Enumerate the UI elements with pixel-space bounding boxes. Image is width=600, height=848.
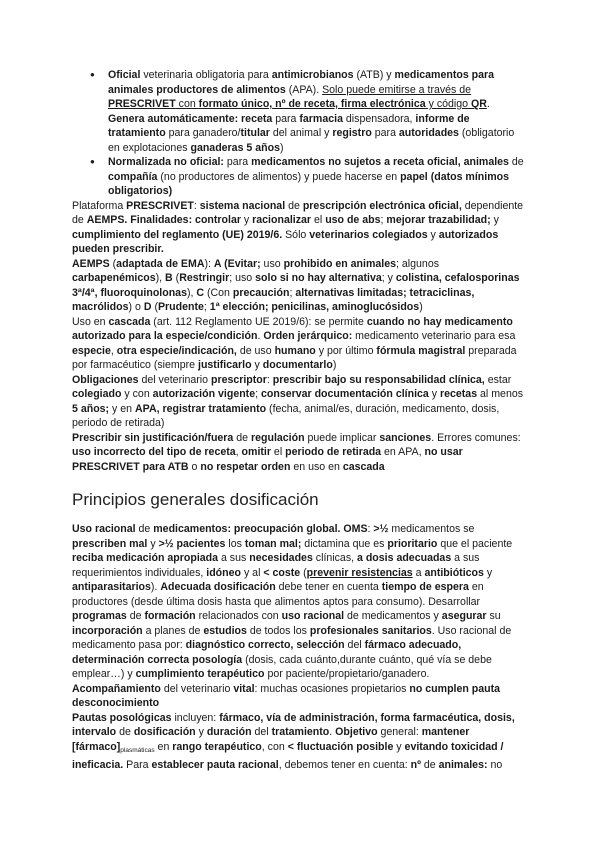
text-run: medicamentos para animales productores de alimentos — [108, 69, 495, 96]
text-run: compañía — [108, 170, 158, 183]
text-run: fármaco adecuado, determinación correcta posología — [72, 639, 462, 666]
text-run: alternativas limitadas; tetraciclinas, macrólidos — [72, 286, 475, 313]
text-run: del animal y — [269, 127, 333, 139]
text-run: tratamiento — [271, 726, 330, 738]
text-run: medicamentos: preocupación global. OMS — [153, 523, 368, 535]
bullet-item-oficial — [108, 68, 524, 155]
text-run: >½ pacientes — [158, 537, 226, 550]
bullet-item-normalizada — [108, 155, 524, 199]
text-run: Prudente — [157, 301, 204, 313]
text-run: y — [240, 214, 253, 226]
text-run: que el paciente — [437, 537, 513, 550]
text-run: dependiente de — [72, 199, 524, 226]
text-run: antibióticos — [424, 566, 484, 579]
text-run: o — [188, 460, 201, 473]
text-run: uso racional — [281, 610, 345, 622]
text-run: Sólo — [282, 228, 310, 241]
text-run: registro — [332, 127, 372, 139]
text-run: de medicamentos y — [344, 610, 442, 622]
text-run: Objetivo — [335, 726, 378, 738]
text-run: cascada — [108, 315, 151, 328]
text-run: uso — [260, 257, 284, 270]
text-run: formación — [144, 610, 196, 622]
text-run: su — [486, 610, 501, 622]
text-run: y — [490, 214, 499, 226]
text-run: justificarlo — [198, 359, 252, 371]
text-run: informe de tratamiento — [108, 112, 470, 139]
text-run: dosificación — [133, 726, 196, 738]
text-run: y — [251, 359, 263, 371]
text-run: autoridades — [398, 127, 459, 139]
text-run: ( — [172, 272, 180, 284]
text-run: prescriben mal — [72, 537, 148, 550]
text-run: D — [143, 301, 152, 313]
text-run: (dosis, cada cuánto,durante cuánto, qué vía se debe emplear…) y — [72, 653, 492, 680]
paragraph-cascada — [72, 315, 524, 373]
text-run: autorización vigente — [152, 388, 256, 400]
text-run: PRESCRIVET — [108, 98, 176, 110]
text-run: titular — [240, 127, 270, 139]
text-run: y código — [425, 98, 472, 110]
text-run: y — [147, 537, 159, 550]
text-run: para ganadero/ — [165, 127, 241, 139]
text-run: , debemos tener en cuenta: — [278, 759, 411, 771]
text-run: de — [508, 156, 524, 168]
text-run: , — [235, 446, 242, 458]
text-run: programas — [72, 610, 127, 622]
text-run: ( — [151, 301, 158, 313]
text-run: y — [428, 388, 440, 400]
text-run: general: — [377, 726, 422, 738]
text-run: de — [420, 759, 439, 771]
text-run: prevenir resistencias — [306, 566, 413, 579]
text-run: . — [329, 726, 336, 738]
text-run: especie — [72, 344, 111, 357]
text-run: ): — [204, 257, 214, 270]
text-run: para — [223, 156, 252, 168]
text-run: >½ — [373, 523, 389, 535]
text-run: nº — [410, 759, 421, 771]
text-run: estar — [484, 373, 512, 386]
text-run: dictamina que es — [301, 537, 388, 550]
text-run: ( — [300, 566, 307, 579]
text-run: idóneo — [206, 566, 241, 579]
text-run: estudios — [203, 624, 247, 637]
text-run: ; — [255, 388, 261, 400]
text-run: APA, registrar tratamiento — [135, 402, 267, 415]
text-run: establecer pauta racional — [151, 759, 279, 771]
text-run: ) — [332, 359, 337, 371]
paragraph-sanciones — [72, 431, 524, 475]
text-run: 1ª elección; penicilinas, aminoglucósidos — [209, 301, 420, 313]
text-run: colegiado — [72, 388, 122, 400]
text-run: preparada por farmacéutico (siempre — [72, 344, 517, 371]
text-run: 5 años; — [72, 402, 110, 415]
text-run: Oficial — [108, 69, 141, 81]
text-run: asegurar — [441, 610, 487, 622]
text-run: solo si no hay alternativa — [255, 272, 382, 284]
text-run: ), — [155, 272, 166, 284]
text-run: no respetar orden — [200, 460, 291, 473]
text-run: de — [135, 523, 154, 535]
text-run: no cumplen pauta desconocimiento — [72, 682, 501, 709]
text-run: adaptada de EMA — [116, 257, 205, 270]
text-run: en productores (desde última dosis hasta que alimentos aptos para consumo). Desarrollar — [72, 581, 484, 608]
text-run: el — [311, 214, 326, 226]
text-run: colistina, cefalosporinas 3ª/4ª, fluoroquinolonas — [72, 272, 520, 299]
text-run: prescribir bajo su responsabilidad clínica, — [272, 373, 485, 386]
text-run: ( — [109, 257, 117, 270]
text-run: Uso racional — [72, 523, 136, 535]
document-body — [72, 68, 524, 773]
text-run: formato único, nº de receta, firma electrónica — [198, 98, 426, 110]
text-run: en APA, — [381, 446, 425, 458]
paragraph-obligaciones — [72, 373, 524, 431]
text-run: duración — [206, 726, 252, 738]
text-run: y por último — [315, 344, 377, 357]
text-run: (fecha, animal/es, duración, medicamento, dosis, periodo de retirada) — [72, 402, 500, 429]
text-run: y — [195, 726, 207, 738]
text-run: : muchas ocasiones propietarios — [254, 682, 410, 695]
text-run: profesionales sanitarios — [309, 624, 432, 637]
text-run: incorporación — [72, 624, 143, 637]
text-run: (APA). — [285, 83, 323, 96]
text-run: y — [483, 566, 493, 579]
text-run: (no productores de alimentos) y puede hacerse en — [157, 170, 401, 183]
text-run: con — [175, 98, 199, 110]
text-run: A (Evitar; — [213, 257, 261, 270]
text-run: sanciones — [379, 431, 432, 444]
text-run: necesidades — [249, 552, 313, 564]
text-run: Acompañamiento — [72, 682, 161, 695]
text-run: medicamento veterinario para esa — [352, 330, 516, 342]
text-run: antiparasitarios — [72, 581, 151, 593]
text-run: prioritario — [387, 537, 438, 550]
text-run: ; — [289, 286, 296, 299]
text-run: no usar PRESCRIVET para ATB — [72, 446, 463, 473]
text-run: Normalizada no oficial: — [108, 156, 224, 168]
text-run: sistema nacional — [199, 199, 286, 212]
paragraph-uso-racional — [72, 522, 524, 682]
text-run: autorizados pueden prescribir. — [72, 228, 499, 255]
text-run: por paciente/propietario/ganadero. — [264, 668, 430, 680]
text-run: documentarlo — [262, 359, 333, 371]
text-run: (ATB) y — [353, 69, 395, 81]
text-run: toman mal; — [244, 537, 302, 550]
text-run: del veterinario — [138, 373, 211, 386]
text-run: de uso — [236, 344, 275, 357]
text-run: Para — [123, 759, 152, 771]
text-run: del — [344, 639, 365, 651]
text-run: medicamentos se — [388, 523, 475, 535]
text-run: y — [427, 228, 439, 241]
text-run: relacionados con — [195, 610, 282, 622]
text-run: precaución — [232, 286, 290, 299]
text-run: del veterinario — [160, 682, 234, 695]
text-run: ) — [419, 301, 423, 313]
text-run: B — [165, 272, 173, 284]
text-run: para — [371, 127, 399, 139]
text-run: de — [233, 431, 251, 444]
text-run: Solo puede emitirse a través de — [322, 83, 472, 96]
text-run: fármaco, vía de administración, forma farmacéutica, dosis, intervalo — [72, 711, 515, 738]
text-run: ), — [186, 286, 197, 299]
text-run: fórmula magistral — [376, 344, 466, 357]
text-run: puede implicar — [304, 431, 380, 444]
text-run: : — [367, 523, 374, 535]
text-run: del — [251, 726, 272, 738]
paragraph-acompanamiento — [72, 682, 524, 711]
text-run: < fluctuación posible — [287, 740, 394, 753]
text-run: prohibido en animales — [283, 257, 397, 270]
text-run: a — [412, 566, 425, 579]
text-run: ; algunos — [396, 257, 440, 270]
text-run: periodo de retirada — [285, 446, 382, 458]
text-run: y con — [121, 388, 153, 400]
text-run: evitando toxicidad / ineficacia. — [72, 740, 504, 771]
text-run: animales: — [438, 759, 488, 771]
text-run: clínicas, — [312, 552, 357, 564]
text-run: Prescribir sin justificación/fuera — [72, 431, 234, 444]
text-run: : — [193, 199, 200, 212]
text-run: reciba medicación apropiada — [72, 552, 219, 564]
text-run: . Errores comunes: — [431, 431, 521, 444]
text-run: C — [196, 286, 205, 299]
text-run: diagnóstico correcto, selección — [185, 639, 345, 651]
text-run: regulación — [251, 431, 305, 444]
text-run: . — [257, 330, 264, 342]
text-run: plasmáticas — [120, 746, 155, 754]
text-run: (Con — [204, 286, 233, 299]
text-run: Genera automáticamente: receta — [108, 112, 273, 125]
text-run: cuando no hay medicamento autorizado para la especie/condición — [72, 315, 513, 342]
text-run: , con — [261, 740, 288, 753]
text-run: ; — [203, 301, 210, 313]
text-run: ) o — [128, 301, 144, 313]
text-run: y — [393, 740, 405, 753]
text-run: conservar documentación clínica — [261, 388, 429, 400]
text-run: prescripción electrónica oficial, — [302, 199, 462, 212]
text-run: ; y — [381, 272, 396, 284]
paragraph-prescrivet — [72, 199, 524, 257]
text-run: veterinarios colegiados — [309, 228, 428, 241]
text-run: farmacia — [299, 112, 343, 125]
prescription-type-list — [72, 68, 524, 199]
text-run: papel (datos mínimos obligatorios) — [108, 170, 509, 197]
text-run: medicamentos no sujetos a receta oficial, animales — [251, 156, 509, 168]
paragraph-aemps-categories — [72, 257, 524, 315]
text-run: de todos los — [246, 624, 310, 637]
text-run: . Uso racional de medicamento pasa por: — [72, 624, 512, 651]
text-run: (obligatorio en explotaciones — [108, 127, 515, 154]
text-run: omitir — [241, 446, 271, 458]
text-run: Plataforma — [72, 199, 127, 212]
text-run: otra especie/indicación, — [116, 344, 237, 357]
text-run: en — [154, 740, 173, 753]
text-run: ) — [279, 141, 284, 154]
text-run: dispensadora, — [342, 112, 416, 125]
text-run: mejorar trazabilidad; — [386, 214, 491, 226]
text-run: Adecuada dosificación — [160, 581, 276, 593]
text-run: en uso en — [290, 460, 343, 473]
text-run: de — [126, 610, 145, 622]
text-run: Obligaciones — [72, 373, 139, 386]
text-run: veterinaria obligatoria para — [140, 69, 272, 81]
text-run: AEMPS. Finalidades: controlar — [86, 214, 241, 226]
text-run: AEMPS — [72, 257, 110, 270]
text-run: (art. 112 Reglamento UE 2019/6): se permite — [150, 315, 367, 328]
text-run: racionalizar — [252, 214, 312, 226]
text-run: de — [285, 199, 303, 212]
text-run: y al — [241, 566, 264, 579]
text-run: Orden jerárquico: — [263, 330, 353, 342]
text-run: no — [487, 759, 503, 771]
text-run: antimicrobianos — [271, 69, 354, 81]
text-run: cumplimiento del reglamento (UE) 2019/6. — [72, 228, 283, 241]
text-run: , — [110, 344, 117, 357]
text-run: humano — [274, 344, 316, 357]
text-run: tiempo de espera — [381, 581, 469, 593]
text-run: rango terapéutico — [172, 740, 262, 753]
text-run: mantener [fármaco] — [72, 726, 470, 753]
text-run: cascada — [342, 460, 385, 473]
text-run: . — [486, 98, 490, 110]
text-run: ; uso — [229, 272, 256, 284]
text-run: al menos — [477, 388, 524, 400]
text-run: los — [225, 537, 245, 550]
text-run: vital — [233, 682, 255, 695]
text-run: para — [272, 112, 300, 125]
text-run: carbapenémicos — [72, 272, 156, 284]
text-run: uso incorrecto del tipo de receta — [72, 446, 236, 458]
text-run: PRESCRIVET — [126, 199, 194, 212]
text-run: a sus requerimientos individuales, — [72, 552, 480, 579]
text-run: el — [270, 446, 286, 458]
text-run: incluyen: — [171, 711, 220, 724]
text-run: cumplimiento terapéutico — [135, 668, 265, 680]
text-run: a sus — [218, 552, 250, 564]
text-run: < coste — [263, 566, 301, 579]
text-run: ; — [380, 214, 387, 226]
text-run: debe tener en cuenta — [275, 581, 382, 593]
text-run: Restringir — [179, 272, 230, 284]
text-run: uso de abs — [325, 214, 381, 226]
text-run: prescriptor — [210, 373, 267, 386]
text-run: y en — [109, 402, 136, 415]
text-run: Pautas posológicas — [72, 711, 172, 724]
text-run: a dosis adecuadas — [357, 552, 452, 564]
text-run: a planes de — [142, 624, 204, 637]
text-run: recetas — [439, 388, 478, 400]
text-run: de — [116, 726, 134, 738]
text-run: ganaderas 5 años — [190, 141, 280, 154]
text-run: Uso en — [72, 315, 109, 328]
section-heading: Principios generales dosificación — [72, 490, 319, 509]
text-run: QR — [471, 98, 487, 110]
text-run: ). — [150, 581, 161, 593]
text-run: : — [266, 373, 273, 386]
paragraph-pautas-posologicas — [72, 711, 524, 773]
